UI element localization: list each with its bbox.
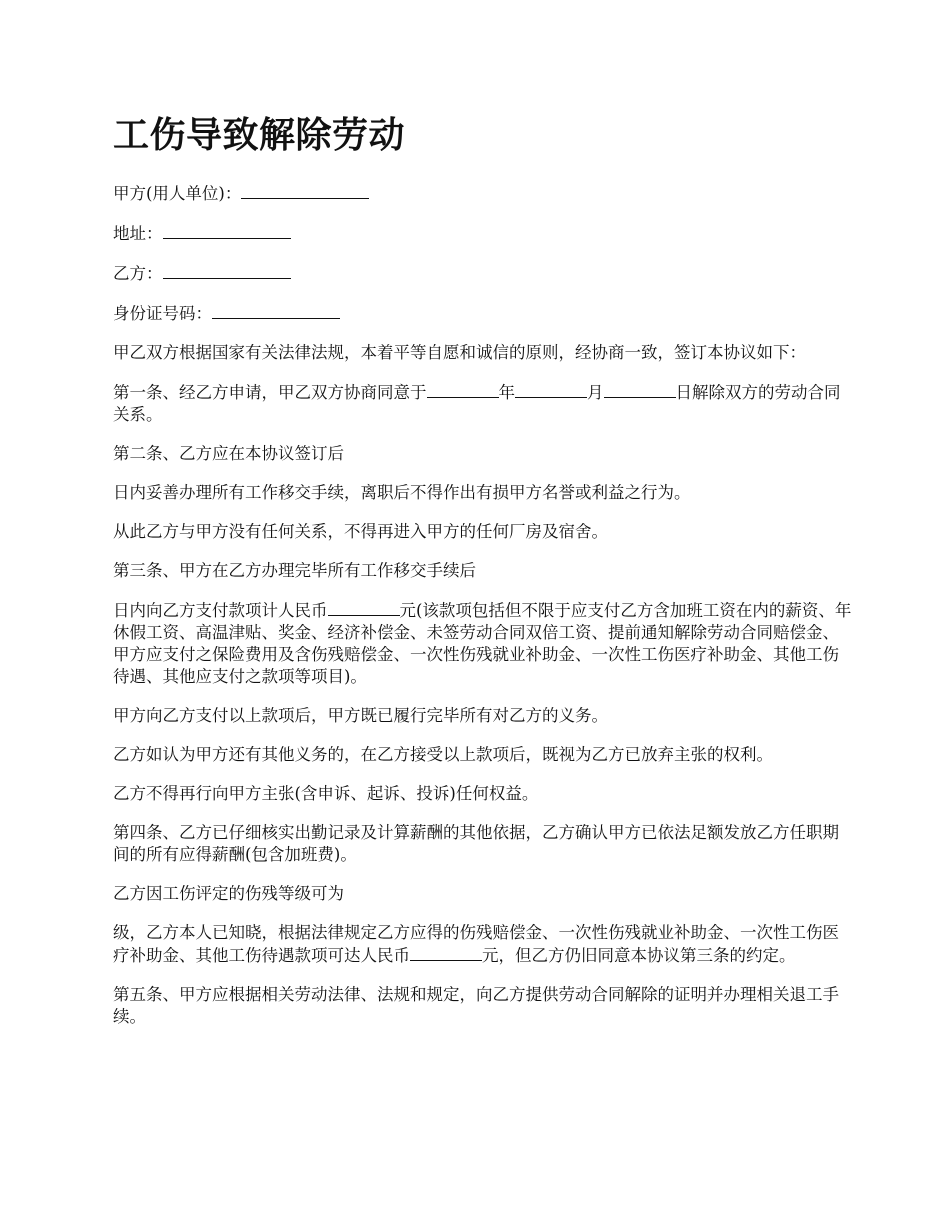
address-label: 地址：: [113, 224, 163, 243]
no-claim-paragraph: 乙方不得再行向甲方主张(含申诉、起诉、投诉)任何权益。: [113, 784, 539, 803]
party-b-field: [113, 262, 853, 285]
compensation-text-a: 级，乙方本人已知晓，根据法律规定乙方应得的伤残赔偿金、一次性伤残就业补助金、一次性工伤医疗补助金、其他工伤待遇款项可达人民币: [113, 923, 839, 965]
payment-text-b: 元(该款项包括但不限于应支付乙方含加班工资在内的薪资、年休假工资、高温津贴、奖金、经济补偿金、未签劳动合同双倍工资、提前通知解除劳动合同赔偿金、甲方应支付之保险费用及含伤残赔偿金、一次性伤残就业补助金、一次性工伤医疗补助金、其他工伤待遇、其他应支付之款项等项目)。: [113, 601, 852, 686]
preamble-paragraph: 甲乙双方根据国家有关法律法规，本着平等自愿和诚信的原则，经协商一致，签订本协议如下：: [113, 343, 806, 362]
year-blank: [427, 381, 499, 398]
article-1-text-c: 月: [587, 383, 604, 402]
article-5-paragraph: 第五条、甲方应根据相关劳动法律、法规和规定，向乙方提供劳动合同解除的证明并办理相关退工手续。: [113, 985, 839, 1026]
article-1-text-d: 日解除双方的劳动合同关系。: [113, 383, 841, 424]
employer-blank: [241, 182, 369, 199]
compensation-text-b: 元，但乙方仍旧同意本协议第三条的约定。: [482, 946, 796, 965]
address-field: [113, 222, 853, 245]
address-blank: [163, 222, 291, 239]
id-number-label: 身份证号码：: [113, 304, 212, 323]
payment-paragraph: [113, 599, 853, 688]
id-number-field: [113, 302, 853, 325]
day-blank: [604, 381, 676, 398]
handover-paragraph: 日内妥善办理所有工作移交手续，离职后不得作出有损甲方名誉或利益之行为。: [113, 483, 691, 502]
no-relation-paragraph: 从此乙方与甲方没有任何关系，不得再进入甲方的任何厂房及宿舍。: [113, 522, 608, 541]
article-1-paragraph: [113, 381, 853, 426]
article-3-paragraph: 第三条、甲方在乙方办理完毕所有工作移交手续后: [113, 561, 476, 580]
article-2-paragraph: 第二条、乙方应在本协议签订后: [113, 444, 344, 463]
document-title: 工伤导致解除劳动: [113, 115, 406, 156]
id-number-blank: [212, 302, 340, 319]
payment-amount-blank: [328, 599, 400, 616]
employer-field: [113, 182, 853, 205]
article-1-text-b: 年: [498, 383, 515, 402]
disability-grade-paragraph: 乙方因工伤评定的伤残等级可为: [113, 884, 344, 903]
month-blank: [515, 381, 587, 398]
article-4-paragraph: 第四条、乙方已仔细核实出勤记录及计算薪酬的其他依据，乙方确认甲方已依法足额发放乙方任职期间的所有应得薪酬(包含加班费)。: [113, 823, 839, 864]
party-b-label: 乙方：: [113, 264, 163, 283]
document-body: [113, 112, 853, 1045]
article-1-text-a: 第一条、经乙方申请，甲乙双方协商同意于: [113, 383, 427, 402]
employer-label: 甲方(用人单位)：: [113, 184, 242, 203]
compensation-paragraph: [113, 922, 853, 967]
payment-text-a: 日内向乙方支付款项计人民币: [113, 601, 328, 620]
party-b-blank: [163, 262, 291, 279]
waiver-paragraph: 乙方如认为甲方还有其他义务的，在乙方接受以上款项后，既视为乙方已放弃主张的权利。: [113, 745, 773, 764]
compensation-amount-blank: [410, 944, 482, 961]
obligation-paragraph: 甲方向乙方支付以上款项后，甲方既已履行完毕所有对乙方的义务。: [113, 706, 608, 725]
